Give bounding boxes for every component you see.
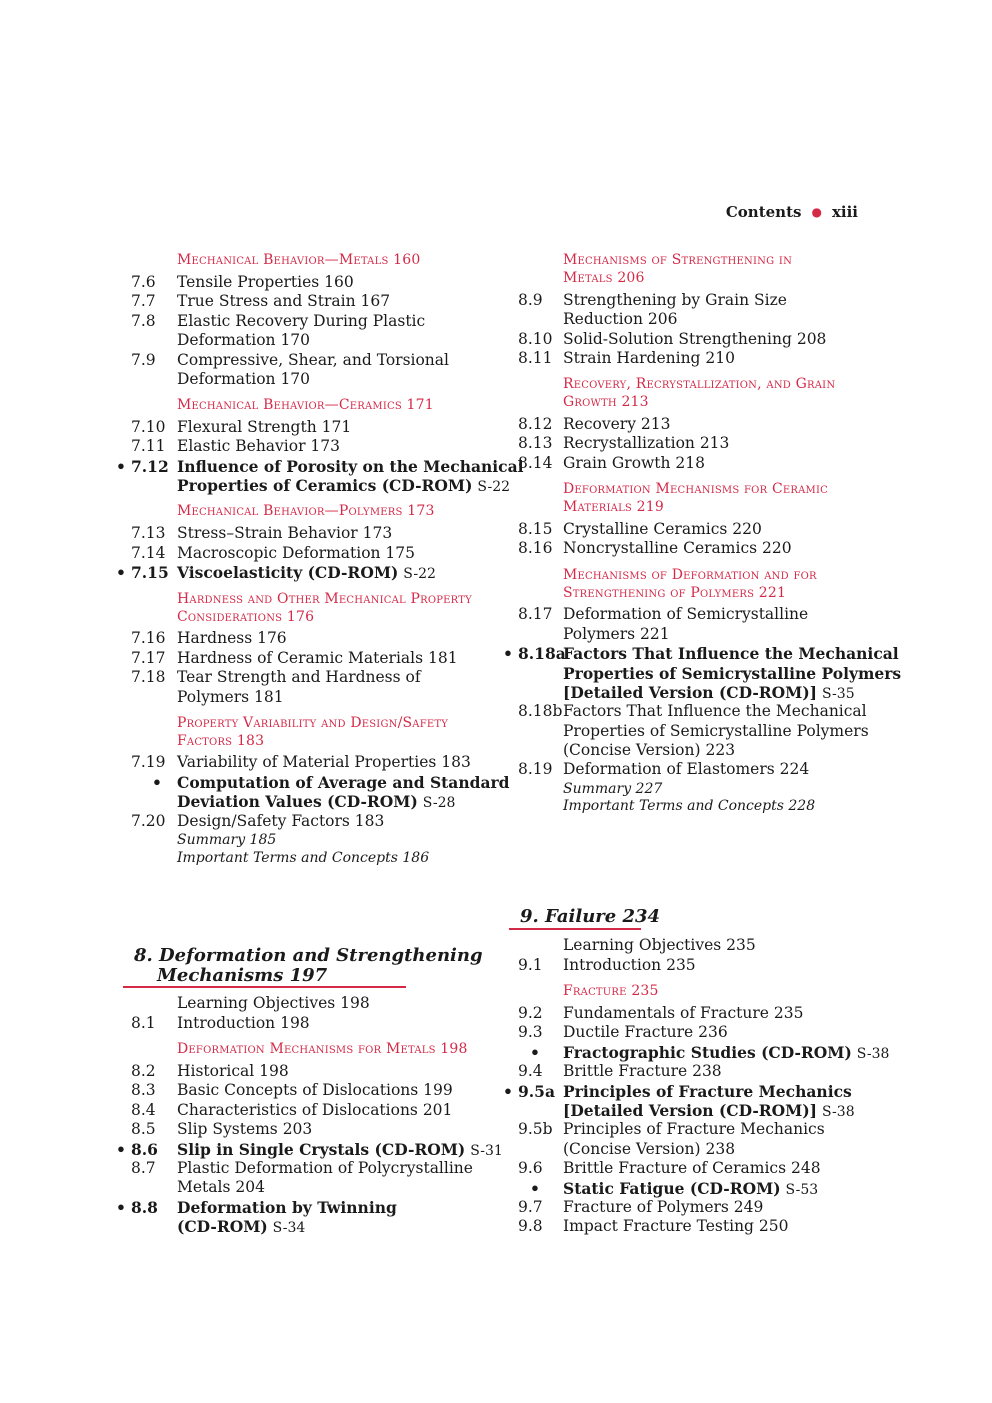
toc-entry-continued: Properties of Ceramics (CD-ROM) S-22 bbox=[177, 476, 511, 495]
toc-entry-continued: (Concise Version) 223 bbox=[563, 741, 736, 759]
terms-entry: Important Terms and Concepts 228 bbox=[563, 798, 816, 814]
toc-entry-continued: [Detailed Version (CD-ROM)] S-35 bbox=[563, 683, 855, 702]
bullet-icon: ● bbox=[811, 205, 822, 219]
toc-entry-continued: Deformation 170 bbox=[177, 331, 311, 349]
section-heading: Mechanical Behavior—Metals 160 bbox=[177, 252, 421, 268]
toc-entry-continued: Properties of Semicrystalline Polymers bbox=[563, 722, 869, 740]
toc-entry-continued: Properties of Semicrystalline Polymers bbox=[563, 664, 902, 683]
running-head-label: Contents bbox=[725, 203, 802, 221]
section-heading: Mechanical Behavior—Ceramics 171 bbox=[177, 397, 434, 413]
page-number: xiii bbox=[831, 203, 858, 221]
toc-entry: Learning Objectives 235 bbox=[563, 936, 756, 954]
toc-entry-continued: Deviation Values (CD-ROM) S-28 bbox=[177, 792, 456, 811]
toc-entry-continued: [Detailed Version (CD-ROM)] S-38 bbox=[563, 1101, 855, 1120]
summary-entry: Summary 227 bbox=[563, 781, 663, 797]
chapter-title: 8. Deformation and Strengthening Mechanisms 197 bbox=[134, 945, 483, 986]
section-heading: Recovery, Recrystallization, and Grain Growth 213 bbox=[563, 376, 836, 410]
toc-entry-continued: Metals 204 bbox=[177, 1178, 265, 1196]
toc-entry-continued: Polymers 181 bbox=[177, 688, 284, 706]
toc-entry-continued: (Concise Version) 238 bbox=[563, 1140, 736, 1158]
section-heading: Property Variability and Design/Safety Factors 183 bbox=[177, 715, 449, 749]
section-heading: Hardness and Other Mechanical Property Considerations 176 bbox=[177, 591, 472, 625]
summary-entry: Summary 185 bbox=[177, 832, 277, 848]
chapter-rule bbox=[509, 928, 641, 930]
section-heading: Deformation Mechanisms for Ceramic Materials 219 bbox=[563, 481, 828, 515]
section-heading: Deformation Mechanisms for Metals 198 bbox=[177, 1041, 468, 1057]
section-heading: Mechanisms of Deformation and for Strengthening of Polymers 221 bbox=[563, 567, 817, 601]
toc-entry-continued: (CD-ROM) S-34 bbox=[177, 1217, 306, 1236]
running-head bbox=[726, 203, 858, 221]
toc-entry-continued: Deformation 170 bbox=[177, 370, 311, 388]
section-heading: Mechanisms of Strengthening in Metals 206 bbox=[563, 252, 793, 286]
toc-entry: Learning Objectives 198 bbox=[177, 994, 370, 1012]
section-heading: Fracture 235 bbox=[563, 983, 659, 999]
toc-entry-continued: Polymers 221 bbox=[563, 625, 670, 643]
chapter-rule bbox=[123, 986, 406, 988]
section-heading: Mechanical Behavior—Polymers 173 bbox=[177, 503, 435, 519]
terms-entry: Important Terms and Concepts 186 bbox=[177, 850, 430, 866]
toc-entry-continued: Reduction 206 bbox=[563, 310, 678, 328]
chapter-title: 9. Failure 234 bbox=[520, 906, 661, 927]
